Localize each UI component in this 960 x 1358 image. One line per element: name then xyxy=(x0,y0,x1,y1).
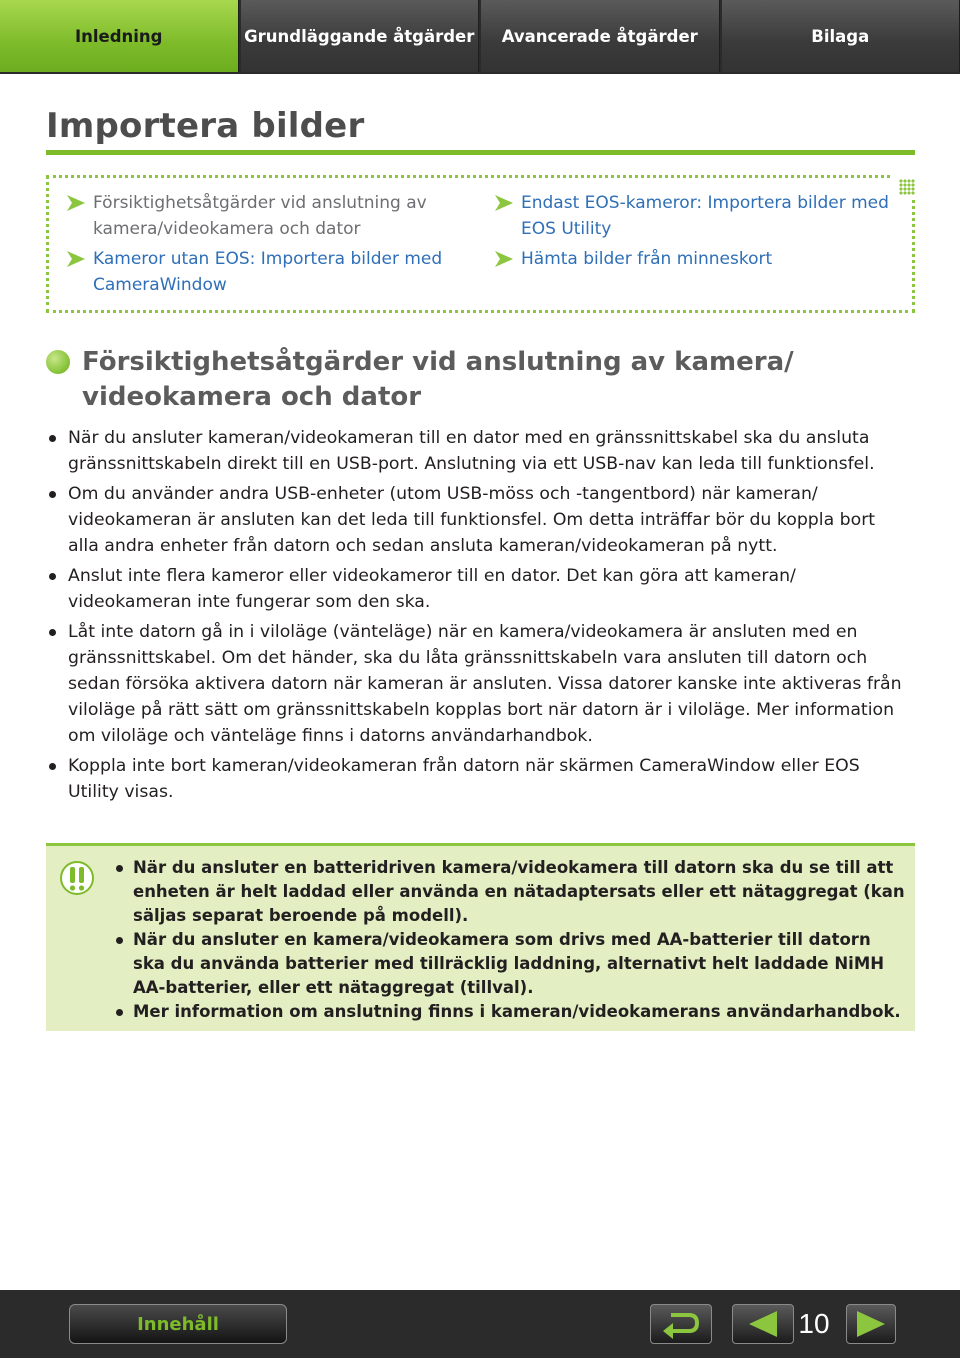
caution-list xyxy=(116,856,906,1024)
section-title: Försiktighetsåtgärder vid anslutning av kamera/ videokamera och dator xyxy=(82,347,794,412)
caution-item: När du ansluter en batteridriven kamera/videokamera till datorn ska du se till att enheten är helt laddad eller använda en nätadaptersats eller ett nätaggregat (kan säljas separat beroende på modell). xyxy=(116,856,906,928)
precautions-list xyxy=(46,425,906,809)
list-item: Låt inte datorn gå in i viloläge (vänteläge) när en kamera/videokamera är ansluten med en gränssnittskabel. Om det händer, ska du låta gränssnittskabeln vara ansluten till datorn och sedan försöka aktivera datorn när kameran är ansluten. Vissa datorer kanske inte aktiveras från viloläge på rätt sätt om gränssnittskabeln kopplas bort när datorn är i viloläge. Mer information om viloläge och vänteläge finns i datorns användarhandbok. xyxy=(46,619,906,749)
arrow-right-icon xyxy=(65,248,87,270)
back-button[interactable] xyxy=(650,1304,712,1344)
tab-grundlaggande-atgarder[interactable]: Grundläggande åtgärder xyxy=(241,0,480,72)
list-item: Koppla inte bort kameran/videokameran från datorn när skärmen CameraWindow eller EOS Utility visas. xyxy=(46,753,906,805)
caution-item: När du ansluter en kamera/videokamera som drivs med AA-batterier till datorn ska du använda batterier med tillräcklig laddning, alternativt helt laddade NiMH AA-batterier, eller ett nätaggregat (tillval). xyxy=(116,928,906,1000)
section-heading xyxy=(46,345,906,415)
caution-box xyxy=(46,843,915,1031)
contents-button[interactable]: Innehåll xyxy=(69,1304,287,1344)
list-item: Anslut inte flera kameror eller videokameror till en dator. Det kan göra att kameran/ videokameran inte fungerar som den ska. xyxy=(46,563,906,615)
links-column-right xyxy=(493,190,893,276)
arrow-right-icon xyxy=(65,192,87,214)
arrow-right-icon xyxy=(493,248,515,270)
tab-avancerade-atgarder[interactable]: Avancerade åtgärder xyxy=(481,0,720,72)
next-page-button[interactable] xyxy=(846,1304,896,1344)
corner-mask xyxy=(893,175,915,197)
caution-icon xyxy=(60,860,94,896)
page-number: 10 xyxy=(798,1308,830,1339)
list-item: När du ansluter kameran/videokameran till en dator med en gränssnittskabel ska du ansluta gränssnittskabeln direkt till en USB-port. Anslutning via ett USB-nav kan leda till funktionsfel. xyxy=(46,425,906,477)
link-kameror-utan-eos[interactable] xyxy=(65,246,445,298)
top-tab-bar xyxy=(0,0,960,74)
list-item: Om du använder andra USB-enheter (utom USB-möss och -tangentbord) när kameran/ videokameran är ansluten kan det leda till funktionsfel. Om detta inträffar bör du koppla bort alla andra enheter från datorn och sedan ansluta kameran/videokameran på nytt. xyxy=(46,481,906,559)
bottom-nav-bar xyxy=(0,1290,960,1358)
prev-page-icon xyxy=(743,1309,783,1339)
tab-bilaga[interactable]: Bilaga xyxy=(722,0,960,72)
arrow-right-icon xyxy=(493,192,515,214)
link-label: Hämta bilder från minneskort xyxy=(521,249,773,269)
link-hamta-bilder-fran-minneskort[interactable] xyxy=(493,246,893,272)
caution-item: Mer information om anslutning finns i kameran/videokamerans användarhandbok. xyxy=(116,1000,906,1024)
return-icon xyxy=(659,1309,703,1339)
link-forsiktighetsatgarder[interactable] xyxy=(65,190,445,242)
link-label: Försiktighetsåtgärder vid anslutning av kamera/videokamera och dator xyxy=(93,193,427,239)
link-endast-eos-kameror[interactable] xyxy=(493,190,893,242)
corner-dots-decoration xyxy=(899,179,915,195)
section-links-box xyxy=(46,175,915,313)
title-rule xyxy=(46,150,915,155)
link-label: Endast EOS-kameror: Importera bilder med EOS Utility xyxy=(521,193,889,239)
page-title: Importera bilder xyxy=(46,106,365,146)
link-label: Kameror utan EOS: Importera bilder med CameraWindow xyxy=(93,249,443,295)
links-column-left xyxy=(65,190,445,302)
green-dot-icon xyxy=(46,350,70,374)
next-page-icon xyxy=(853,1309,889,1339)
tab-inledning[interactable]: Inledning xyxy=(0,0,239,72)
